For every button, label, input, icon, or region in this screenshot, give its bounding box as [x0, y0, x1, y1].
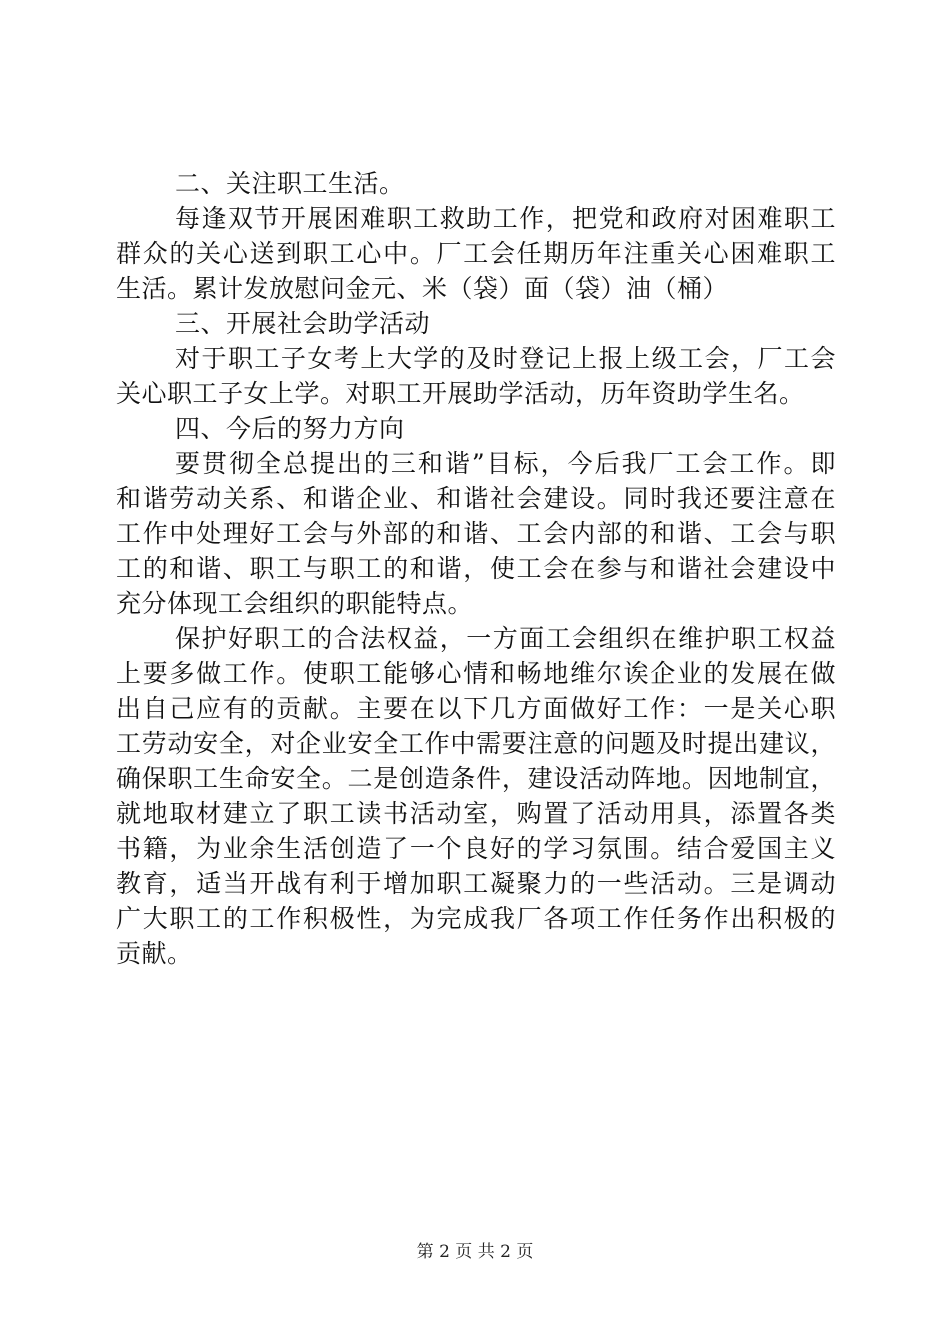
- paragraph-line: 工的和谐、职工与职工的和谐，使工会在参与和谐社会建设中: [116, 554, 836, 583]
- paragraph-line: 充分体现工会组织的职能特点。: [116, 589, 474, 618]
- paragraph-line: 保护好职工的合法权益，一方面工会组织在维护职工权益: [175, 624, 836, 653]
- paragraph-line: 群众的关心送到职工心中。厂工会任期历年注重关心困难职工: [116, 239, 836, 268]
- paragraph-line: 广大职工的工作积极性，为完成我厂各项工作任务作出积极的: [116, 904, 836, 933]
- page-number-footer: 第 2 页 共 2 页: [416, 1242, 534, 1262]
- paragraph-line: 生活。累计发放慰问金元、米（袋）面（袋）油（桶）: [116, 274, 729, 303]
- paragraph-line: 对于职工子女考上大学的及时登记上报上级工会，厂工会: [175, 344, 836, 373]
- paragraph-line: 就地取材建立了职工读书活动室，购置了活动用具，添置各类: [116, 799, 836, 828]
- section-heading: 三、开展社会助学活动: [175, 309, 431, 338]
- paragraph-line: 教育，适当开战有利于增加职工凝聚力的一些活动。三是调动: [116, 869, 836, 898]
- document-body: [116, 166, 836, 971]
- section-heading: 二、关注职工生活。: [175, 169, 405, 198]
- paragraph-line: 确保职工生命安全。二是创造条件，建设活动阵地。因地制宜，: [116, 764, 836, 793]
- paragraph-line: 工劳动安全，对企业安全工作中需要注意的问题及时提出建议，: [116, 729, 836, 758]
- paragraph-line: 书籍，为业余生活创造了一个良好的学习氛围。结合爱国主义: [116, 834, 836, 863]
- paragraph-line: 上要多做工作。使职工能够心情和畅地维尔诶企业的发展在做: [116, 659, 836, 688]
- paragraph-line: 出自己应有的贡献。主要在以下几方面做好工作：一是关心职: [116, 694, 836, 723]
- paragraph-line: 贡献。: [116, 939, 193, 968]
- paragraph-line: 和谐劳动关系、和谐企业、和谐社会建设。同时我还要注意在: [116, 484, 836, 513]
- paragraph-line: 关心职工子女上学。对职工开展助学活动，历年资助学生名。: [116, 379, 805, 408]
- paragraph-line: 每逢双节开展困难职工救助工作，把党和政府对困难职工: [175, 204, 836, 233]
- paragraph-line: 要贯彻全总提出的三和谐”目标，今后我厂工会工作。即: [175, 449, 836, 478]
- paragraph-line: 工作中处理好工会与外部的和谐、工会内部的和谐、工会与职: [116, 519, 836, 548]
- section-heading: 四、今后的努力方向: [175, 414, 405, 443]
